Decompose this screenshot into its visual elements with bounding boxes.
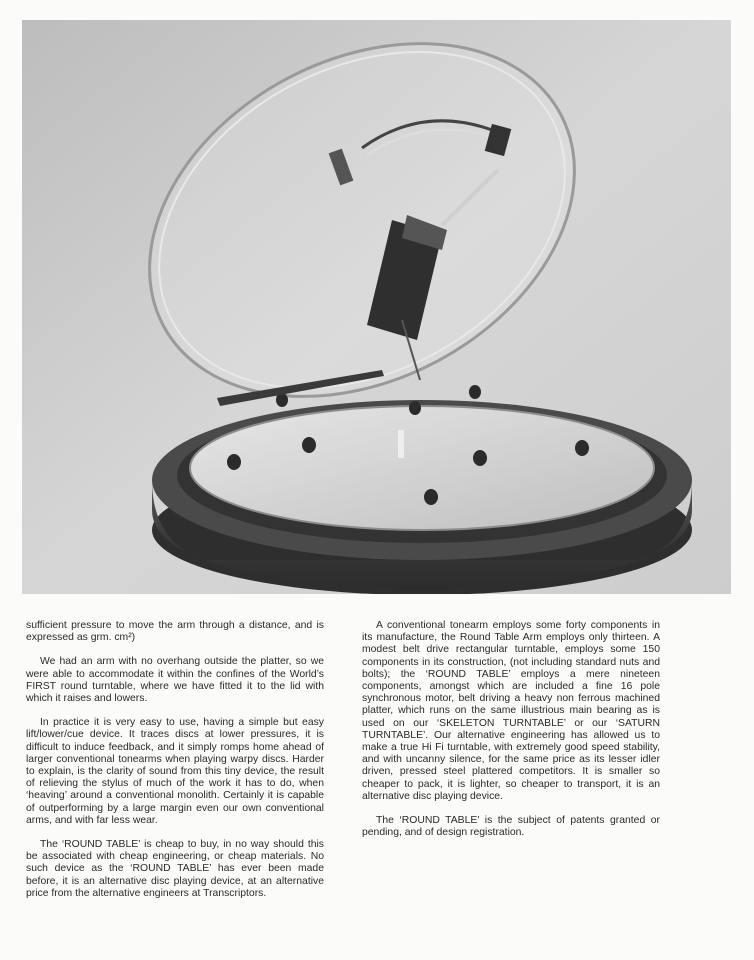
platter (190, 406, 654, 530)
paragraph: A conventional tonearm employs some forty components in its manufacture, the Round Table Arm employs only thirteen. A modest belt drive rectangular turntable, employs some 150 components in its construction, (not including standard nuts and bolts); the ‘ROUND TABLE’ employs a mere nineteen components, amongst which are included a fine 16 pole synchronous motor, belt driving a heavy non ferrous machined platter, which runs on the same illustrious main bearing as is used on our ‘SKELETON TURNTABLE’ or our ‘SATURN TURNTABLE’. Our alternative engineering has allowed us to make a true Hi Fi turntable, with extremely good speed stability, and with uncanny silence, for the same price as its lesser idler driven, pressed steel plattered competitors. It is smaller so cheaper to pack, it is lighter, so cheaper to transport, it is an alternative disc playing device. (362, 620, 660, 802)
right-text-column (362, 620, 660, 851)
paragraph: sufficient pressure to move the arm through a distance, and is expressed as grm. cm²) (26, 620, 324, 644)
turntable-illustration (22, 20, 731, 594)
paragraph: In practice it is very easy to use, having a simple but easy lift/lower/cue device. It traces discs at lower pressures, it is difficult to induce feedback, and it simply romps home ahead of larger conventional tonearms when playing warpy discs. Harder to explain, is the clarity of sound from this tiny device, the result of relieving the stylus of much of the work it has to do, when ‘heaving’ around a conventional monolith. Certainly it is capable of outperforming by a large margin even our own conventional arms, and with far less wear. (26, 717, 324, 826)
paragraph: We had an arm with no overhang outside the platter, so we were able to accommodate it within the confines of the World’s FIRST round turntable, where we have fitted it to the lid with which it raises and lowers. (26, 656, 324, 705)
turntable-photo (22, 20, 731, 594)
left-text-column (26, 620, 324, 912)
paragraph: The ‘ROUND TABLE’ is the subject of patents granted or pending, and of design registration. (362, 815, 660, 839)
paragraph: The ‘ROUND TABLE’ is cheap to buy, in no way should this be associated with cheap engineering, or cheap materials. No such device as the ‘ROUND TABLE’ has ever been made before, it is an alternative disc playing device, at an alternative price from the alternative engineers at Transcriptors. (26, 839, 324, 899)
